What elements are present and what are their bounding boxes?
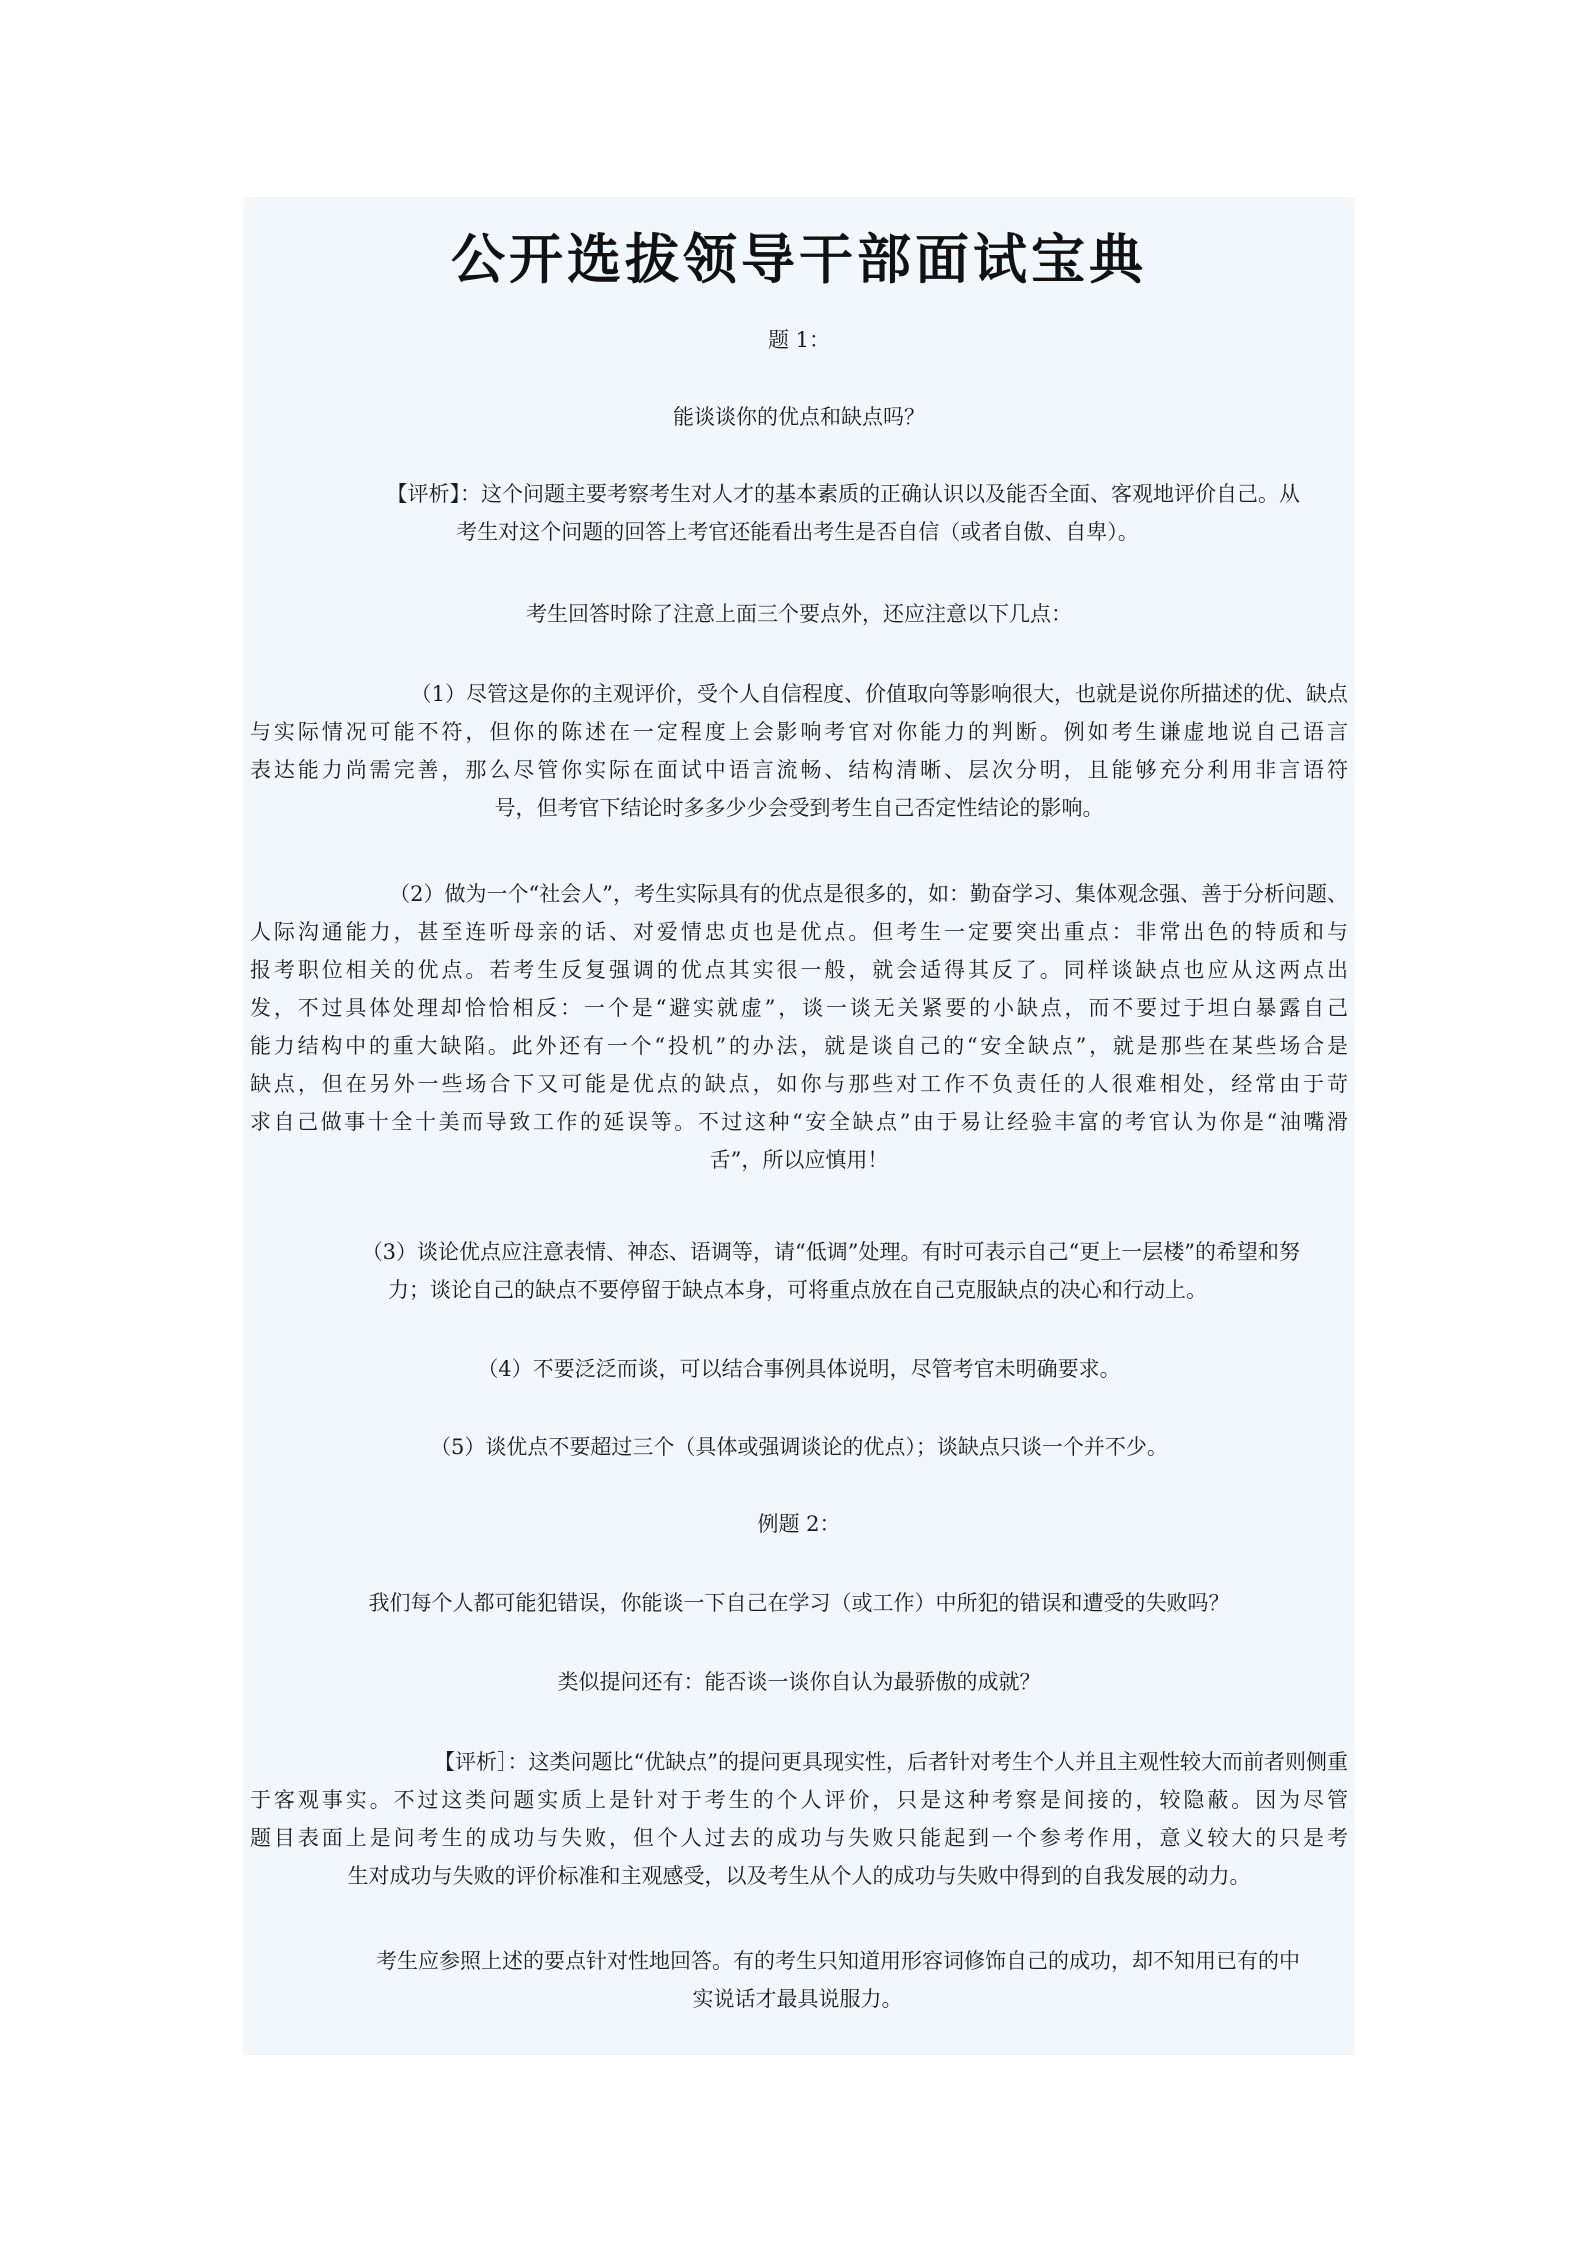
- point-2-line: 舌”，所以应慎用！: [709, 1148, 889, 1172]
- point-1-line: （1）尽管这是你的主观评价，受个人自信程度、价值取向等影响很大，也就是说你所描述的优、缺点: [410, 682, 1348, 706]
- point-2: [250, 875, 1348, 1179]
- analysis-2: [250, 1743, 1348, 1895]
- point-2-line: 能力结构中的重大缺陷。此外还有一个“投机”的办法，就是谈自己的“安全缺点”，就是那些在某些场合是: [250, 1034, 1348, 1058]
- point-2-line: 报考职位相关的优点。若考生反复强调的优点其实很一般，就会适得其反了。同样谈缺点也应从这两点出: [250, 958, 1348, 982]
- intro-points: 考生回答时除了注意上面三个要点外，还应注意以下几点：: [526, 602, 1072, 626]
- point-2-line: 求自己做事十全十美而导致工作的延误等。不过这种“安全缺点”由于易让经验丰富的考官认为你是“油嘴滑: [250, 1110, 1348, 1134]
- point-3: [295, 1233, 1300, 1309]
- analysis-2-line: 于客观事实。不过这类问题实质上是针对于考生的个人评价，只是这种考察是间接的，较隐蔽。因为尽管: [250, 1788, 1348, 1812]
- analysis-1: [295, 475, 1300, 551]
- analysis-2-line: 生对成功与失败的评价标准和主观感受，以及考生从个人的成功与失败中得到的自我发展的动力。: [347, 1864, 1251, 1888]
- question-1-text: 能谈谈你的优点和缺点吗？: [673, 405, 925, 429]
- point-3-line: 力；谈论自己的缺点不要停留于缺点本身，可将重点放在自己克服缺点的决心和行动上。: [388, 1278, 1207, 1302]
- point-2-line: 发，不过具体处理却恰恰相反：一个是“避实就虚”，谈一谈无关紧要的小缺点，而不要过于坦白暴露自己: [250, 996, 1348, 1020]
- analysis-1-line: 考生对这个问题的回答上考官还能看出考生是否自信（或者自傲、自卑）。: [456, 520, 1139, 544]
- point-4: （4）不要泛泛而谈，可以结合事例具体说明，尽管考官未明确要求。: [477, 1357, 1121, 1381]
- question-2-text: 我们每个人都可能犯错误，你能谈一下自己在学习（或工作）中所犯的错误和遭受的失败吗？: [368, 1591, 1230, 1615]
- analysis-1-line: 【评析】：这个问题主要考察考生对人才的基本素质的正确认识以及能否全面、客观地评价自己。从: [386, 482, 1300, 506]
- point-5: （5）谈优点不要超过三个（具体或强调谈论的优点）；谈缺点只谈一个并不少。: [430, 1435, 1168, 1459]
- point-3-line: （3）谈论优点应注意表情、神态、语调等，请“低调”处理。有时可表示自己“更上一层楼”的希望和努: [361, 1240, 1300, 1264]
- point-1-line: 表达能力尚需完善，那么尽管你实际在面试中语言流畅、结构清晰、层次分明，且能够充分利用非言语符: [250, 758, 1348, 782]
- analysis-2-line: 题目表面上是问考生的成功与失败，但个人过去的成功与失败只能起到一个参考作用，意义较大的只是考: [250, 1826, 1348, 1850]
- point-1-line: 与实际情况可能不符，但你的陈述在一定程度上会影响考官对你能力的判断。例如考生谦虚地说自己语言: [250, 720, 1348, 744]
- closing-line: 考生应参照上述的要点针对性地回答。有的考生只知道用形容词修饰自己的成功，却不知用已有的中: [376, 1949, 1300, 1973]
- analysis-2-line: 【评析］：这类问题比“优缺点”的提问更具现实性，后者针对考生个人并且主观性较大而前者则侧重: [434, 1750, 1348, 1774]
- point-1: [250, 675, 1348, 827]
- question-2-label: 例题 2：: [757, 1512, 841, 1536]
- closing-paragraph: [295, 1942, 1300, 2018]
- point-1-line: 号，但考官下结论时多多少少会受到考生自己否定性结论的影响。: [494, 796, 1104, 820]
- question-2-similar: 类似提问还有：能否谈一谈你自认为最骄傲的成就？: [557, 1670, 1041, 1694]
- point-2-line: （2）做为一个“社会人”，考生实际具有的优点是很多的，如：勤奋学习、集体观念强、善于分析问题、: [389, 882, 1348, 906]
- document-title: 公开选拔领导干部面试宝典: [451, 228, 1147, 291]
- question-1-label: 题 1：: [767, 328, 831, 352]
- point-2-line: 人际沟通能力，甚至连听母亲的话、对爱情忠贞也是优点。但考生一定要突出重点：非常出色的特质和与: [250, 920, 1348, 944]
- document-page: [243, 197, 1355, 2055]
- point-2-line: 缺点，但在另外一些场合下又可能是优点的缺点，如你与那些对工作不负责任的人很难相处，经常由于苛: [250, 1072, 1348, 1096]
- closing-line: 实说话才最具说服力。: [692, 1987, 903, 2011]
